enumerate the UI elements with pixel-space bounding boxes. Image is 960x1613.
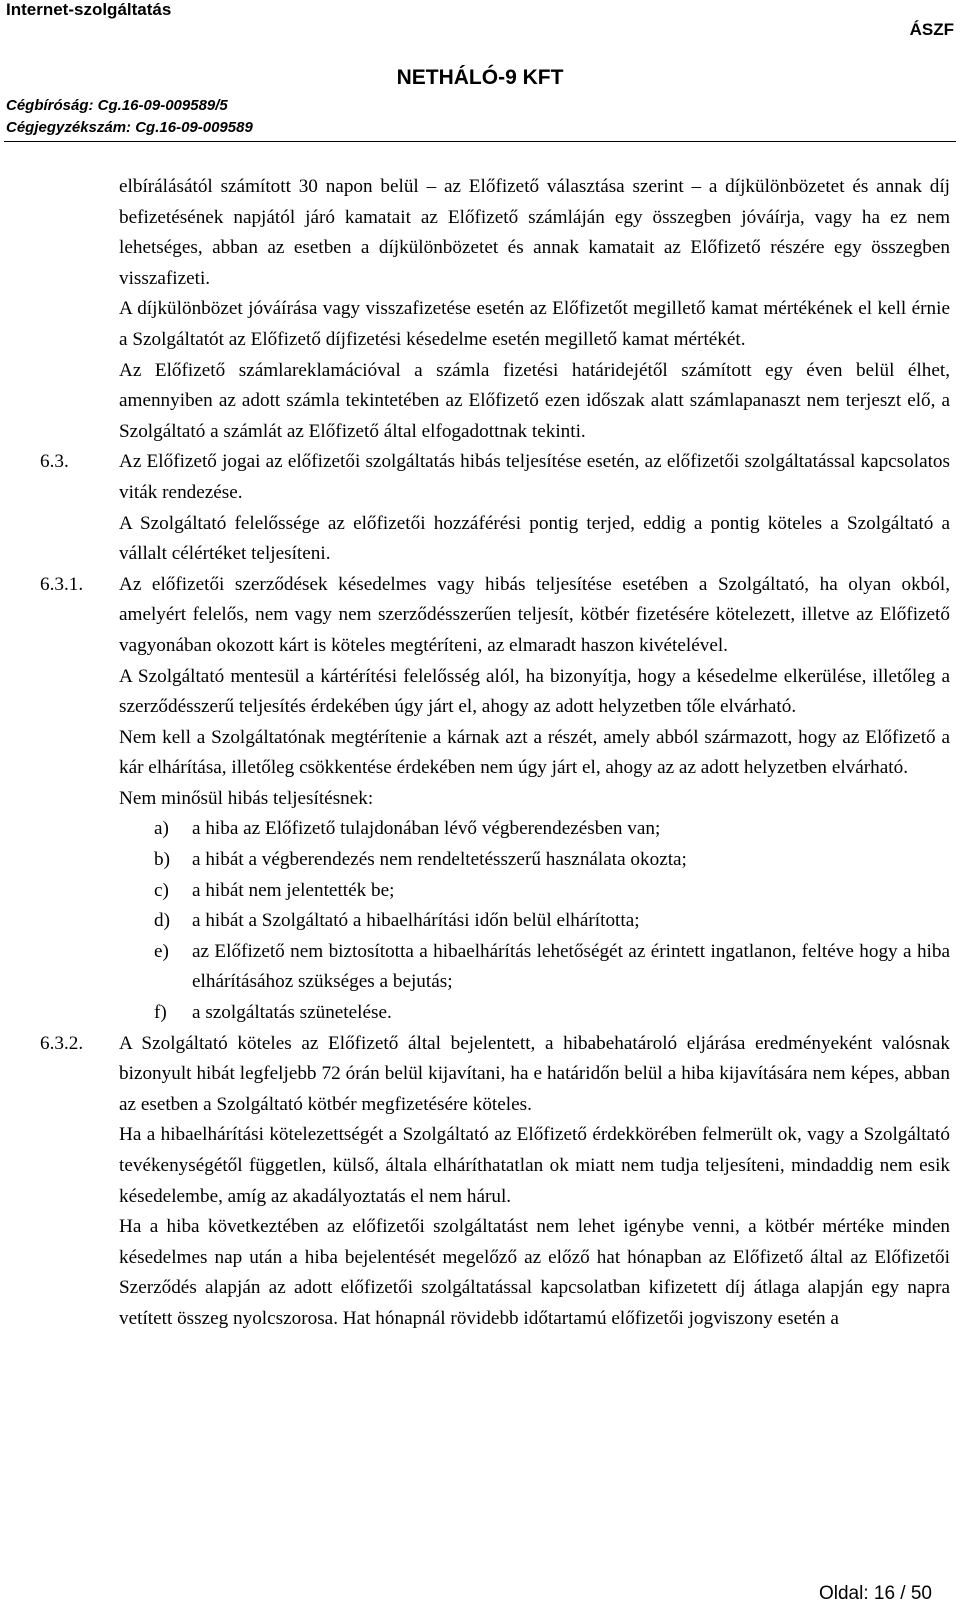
paragraph: Nem minősül hibás teljesítésnek: (119, 787, 374, 809)
list-item-label: f) (154, 1002, 167, 1024)
list-item-text: a hibát a Szolgáltató a hibaelhárítási időn belül elhárította; (192, 910, 640, 932)
list-item (0, 876, 960, 907)
list-item-text: a hiba az Előfizető tulajdonában lévő végberendezésben van; (192, 818, 661, 840)
exclusion-list (0, 814, 960, 1028)
list-item (0, 937, 960, 998)
section-number: 6.3.2. (40, 1032, 84, 1054)
paragraph: A díjkülönbözet jóváírása vagy visszafizetése esetén az Előfizetőt megillető kamat mértékének el kell érnie a Szolgáltatót az Előfizető díjfizetési késedelme esetén megillető kamat mértékét. (119, 298, 950, 350)
section-number: 6.3. (40, 451, 69, 473)
paragraph: A Szolgáltató mentesül a kártérítési felelősség alól, ha bizonyítja, hogy a késedelme elkerülése, illetőleg a szerződésszerű teljesítés érdekében úgy járt el, ahogy az adott helyzetben tőle elvárható. (119, 665, 950, 718)
list-item-label: c) (154, 879, 169, 901)
list-item (0, 814, 960, 845)
paragraph: A Szolgáltató felelőssége az előfizetői hozzáférési pontig terjed, eddig a pontig köteles a Szolgáltató a vállalt célértéket teljesíteni. (119, 512, 950, 565)
header-doc-type: ÁSZF (909, 20, 954, 39)
section-6-3-1 (0, 570, 960, 662)
paragraph: Ha a hiba következtében az előfizetői szolgáltatást nem lehet igénybe venni, a kötbér mértéke minden késedelmes nap után a hiba bejelentését megelőző az előző hat hónapban az Előfizető által az Előfizetői Szerződés alapján az adott előfizetői szolgáltatással kapcsolatban kifizetett díj átlaga alapján egy napra vetített összeg nyolcszorosa. Hat hónapnál rövidebb időtartamú előfizetői jogviszony esetén a (119, 1216, 950, 1329)
list-item-text: a hibát a végberendezés nem rendeltetésszerű használata okozta; (192, 849, 687, 871)
header-divider (4, 141, 956, 142)
list-item-label: b) (154, 849, 170, 871)
paragraph: Az Előfizető számlareklamációval a számla fizetési határidejétől számított egy éven belül élhet, amennyiben az adott számla tekintetében az Előfizető ezen időszak alatt számlapanaszt nem terjeszt elő, a Szolgáltató a számlát az Előfizető által elfogadottnak tekinti. (119, 359, 950, 442)
section-title: Az Előfizető jogai az előfizetői szolgáltatás hibás teljesítése esetén, az előfizetői szolgáltatással kapcsolatos viták rendezése. (119, 451, 950, 503)
paragraph: elbírálásától számított 30 napon belül – az Előfizető választása szerint – a díjkülönbözetet és annak díj befizetésének napjától járó kamatait az Előfizető számláján egy összegben jóváírja, vagy ha ez nem lehetséges, abban az esetben a díjkülönbözetet és annak kamatait az Előfizető részére egy összegben visszafizeti. (119, 176, 950, 289)
header-service-title: Internet-szolgáltatás (6, 0, 172, 19)
section-number: 6.3.1. (40, 573, 84, 595)
list-item-text: a hibát nem jelentették be; (192, 879, 395, 901)
list-item-label: a) (154, 818, 169, 840)
section-6-3 (0, 447, 960, 508)
list-item (0, 998, 960, 1029)
section-6-3-2 (0, 1029, 960, 1121)
list-item (0, 906, 960, 937)
list-item-text: a szolgáltatás szünetelése. (192, 1002, 392, 1024)
header-registry-court: Cégbíróság: Cg.16-09-009589/5 (6, 97, 228, 114)
page-number: Oldal: 16 / 50 (818, 1583, 932, 1604)
paragraph: Ha a hibaelhárítási kötelezettségét a Szolgáltató az Előfizető érdekkörében felmerült ok, vagy a Szolgáltató tevékenységétől független, külső, általa elháríthatatlan ok miatt nem tudja teljesíteni, mindaddig nem esik késedelembe, amíg az akadályoztatás el nem hárul. (119, 1124, 950, 1207)
paragraph: Nem kell a Szolgáltatónak megtérítenie a kárnak azt a részét, amely abból származott, hogy az Előfizető a kár elhárítása, illetőleg csökkentése érdekében nem úgy járt el, ahogy az az adott helyzetben elvárható. (119, 726, 950, 779)
document-body (0, 172, 960, 1335)
list-item-label: e) (154, 940, 169, 962)
list-item-text: az Előfizető nem biztosította a hibaelhárítás lehetőségét az érintett ingatlanon, feltéve hogy a hiba elhárításához szükséges a bejutás; (192, 940, 950, 993)
header-company-name: NETHÁLÓ-9 KFT (396, 66, 564, 89)
list-item-label: d) (154, 910, 170, 932)
paragraph: A Szolgáltató köteles az Előfizető által bejelentett, a hibabehatároló eljárása eredményeként valósnak bizonyult hibát legfeljebb 72 órán belül kijavítani, ha e határidőn belül a hiba kijavítására nem képes, abban az esetben a Szolgáltató kötbér megfizetésére köteles. (119, 1032, 950, 1115)
header-registry-number: Cégjegyzékszám: Cg.16-09-009589 (6, 119, 253, 136)
list-item (0, 845, 960, 876)
paragraph: Az előfizetői szerződések késedelmes vagy hibás teljesítése esetében a Szolgáltató, ha olyan okból, amelyért felelős, nem vagy nem szerződésszerűen teljesít, kötbér fizetésére kötelezett, illetve az Előfizető vagyonában okozott kárt is köteles megtéríteni, az elmaradt haszon kivételével. (119, 573, 950, 656)
